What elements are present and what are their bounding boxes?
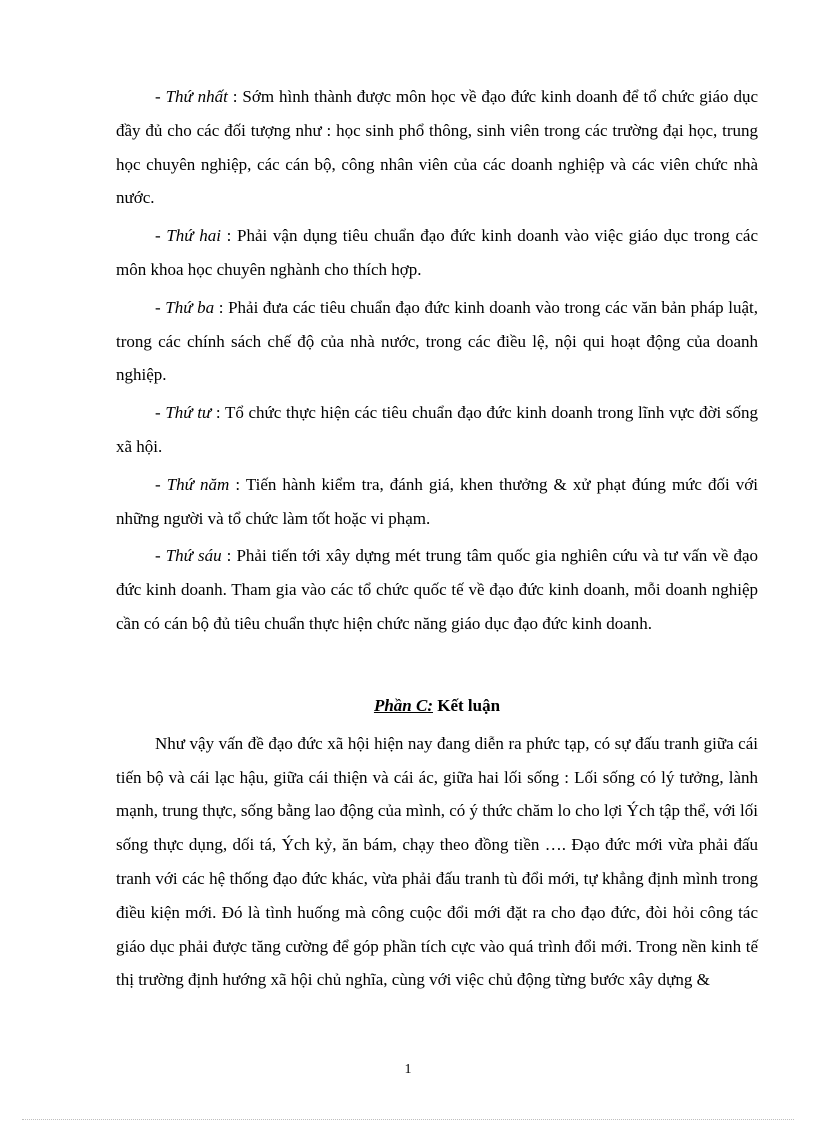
item-text: Sớm hình thành được môn học về đạo đức kinh doanh để tổ chức giáo dục đầy đủ cho các đối tượng như : học sinh phổ thông, sinh viên trong các trường đại học, trung học chuyên nghiệp, các cán bộ, công nhân viên của các doanh nghiệp và các viên chức nhà nước. [116, 87, 758, 208]
item-label: Thứ sáu [165, 546, 222, 566]
item-text: Tiến hành kiểm tra, đánh giá, khen thưởng & xử phạt đúng mức đối với những người và tổ chức làm tốt hoặc vi phạm. [116, 474, 758, 528]
item-text: Phải vận dụng tiêu chuẩn đạo đức kinh doanh vào việc giáo dục trong các môn khoa học chuyên nghành cho thích hợp. [116, 226, 758, 279]
list-item [116, 291, 758, 392]
item-text: Tổ chức thực hiện các tiêu chuẩn đạo đức kinh doanh trong lĩnh vực đời sống xã hội. [116, 403, 758, 456]
section-title: Kết luận [432, 695, 501, 715]
section-part-label: Phần C: [373, 695, 433, 715]
page-content [116, 80, 758, 1001]
list-item [116, 396, 758, 464]
item-label: Thứ nhất [165, 87, 228, 106]
conclusion-paragraph: Như vậy vấn đề đạo đức xã hội hiện nay đang diễn ra phức tạp, có sự đấu tranh giữa cái tiến bộ và cái lạc hậu, giữa cái thiện và cái ác, giữa hai lối sống : Lối sống có lý tưởng, lành mạnh, trung thực, sống bằng lao động của mình, có ý thức chăm lo cho lợi Ých tập thể, với lối sống thực dụng, dối tá, Ých kỷ, ăn bám, chạy theo đồng tiền …. Đạo đức mới vừa phải đấu tranh với các hệ thống đạo đức khác, vừa phải đấu tranh tù đổi mới, tự khẳng định mình trong điều kiện mới. Đó là tình huống mà công cuộc đổi mới đặt ra cho đạo đức, đòi hỏi công tác giáo dục phải được tăng cường để góp phần tích cực vào quá trình đổi mới. Trong nền kinh tế thị trường định hướng xã hội chủ nghĩa, cùng với việc chủ động từng bước xây dựng & [116, 733, 758, 990]
item-separator: : [214, 297, 229, 317]
item-separator: : [211, 403, 225, 423]
list-dash: - [155, 546, 166, 566]
list-dash: - [155, 403, 166, 423]
list-item [116, 80, 758, 215]
page-bottom-border [22, 1119, 794, 1120]
item-label: Thứ năm [166, 474, 230, 494]
list-dash: - [155, 226, 167, 246]
item-separator: : [227, 87, 243, 106]
item-separator: : [221, 546, 237, 566]
item-label: Thứ hai [166, 226, 221, 246]
item-label: Thứ ba [165, 297, 215, 317]
item-text: Phải đưa các tiêu chuẩn đạo đức kinh doanh vào trong các văn bản pháp luật, trong các chính sách chế độ của nhà nước, trong các điều lệ, nội qui hoạt động của doanh nghiệp. [116, 297, 758, 385]
section-heading [116, 689, 758, 723]
list-item [116, 539, 758, 640]
list-dash: - [155, 474, 167, 494]
list-item [116, 468, 758, 536]
list-item [116, 219, 758, 287]
item-text: Phải tiến tới xây dựng mét trung tâm quốc gia nghiên cứu và tư vấn về đạo đức kinh doanh. Tham gia vào các tổ chức quốc tế về đạo đức kinh doanh, mỗi doanh nghiệp cần có cán bộ đủ tiêu chuẩn thực hiện chức năng giáo dục đạo đức kinh doanh. [116, 546, 758, 633]
item-separator: : [229, 474, 246, 494]
item-label: Thứ tư [165, 403, 212, 423]
item-separator: : [220, 226, 238, 246]
list-dash: - [155, 297, 166, 317]
page-number: 1 [404, 1062, 412, 1077]
list-dash: - [155, 87, 166, 106]
